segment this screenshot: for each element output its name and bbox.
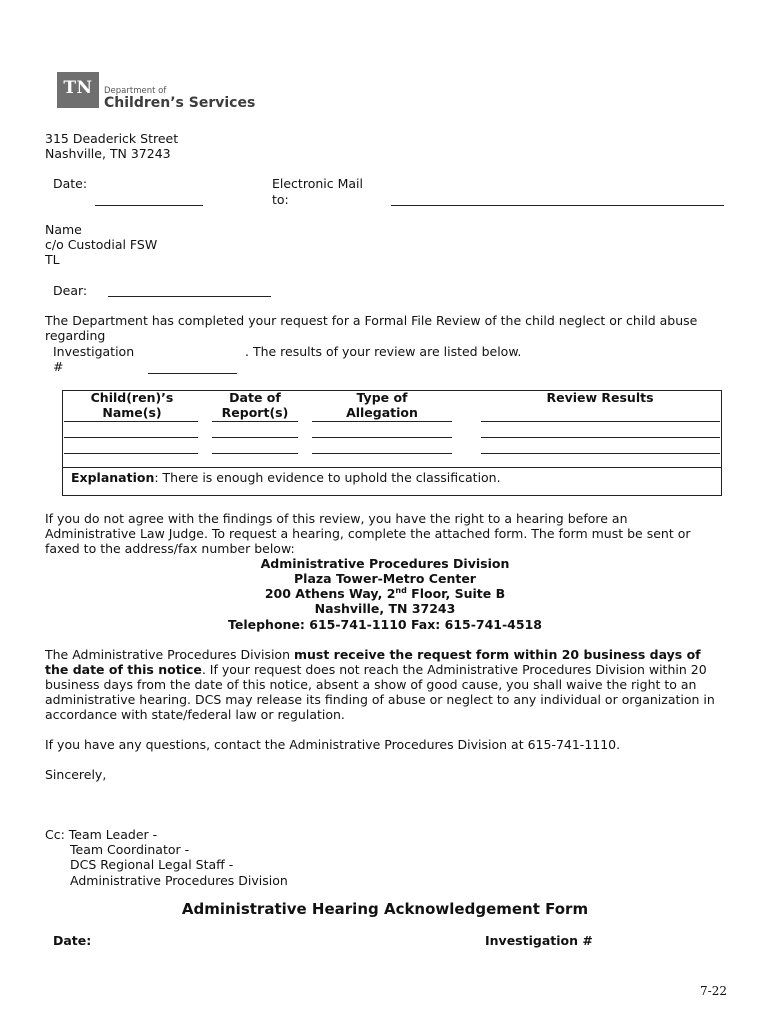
questions-text: If you have any questions, contact the Administrative Procedures Division at 615-741-1110. <box>45 737 621 752</box>
table-row-line[interactable] <box>312 453 452 454</box>
cc-line-3: DCS Regional Legal Staff - <box>70 857 234 872</box>
recipient-fsw: c/o Custodial FSW <box>45 237 158 252</box>
hearing-line-2: Administrative Law Judge. To request a hearing, complete the attached form. The form must be sent or <box>45 526 691 541</box>
explanation-divider <box>62 467 722 468</box>
page-code: 7-22 <box>700 984 727 998</box>
explanation-text: : There is enough evidence to uphold the classification. <box>154 470 501 485</box>
recipient-tl: TL <box>45 252 60 267</box>
apd-street: 200 Athens Way, 2nd Floor, Suite B <box>264 586 506 602</box>
col-header-date: Date of Report(s) <box>221 390 289 420</box>
table-row-line[interactable] <box>481 437 720 438</box>
results-text: . The results of your review are listed below. <box>245 344 522 359</box>
cc-line-4: Administrative Procedures Division <box>70 873 288 888</box>
deadline-line-4: administrative hearing. DCS may release its finding of abuse or neglect to any individual or organization in <box>45 692 715 707</box>
table-row-line[interactable] <box>212 453 298 454</box>
table-row-line[interactable] <box>64 453 198 454</box>
deadline-line-1: The Administrative Procedures Division must receive the request form within 20 business days of <box>45 647 701 662</box>
table-row-line[interactable] <box>64 437 198 438</box>
table-row-line <box>64 421 198 422</box>
cc-line-1: Cc: Team Leader - <box>45 827 158 842</box>
logo-name-text: Children’s Services <box>104 95 256 111</box>
explanation-row <box>71 470 501 485</box>
recipient-name: Name <box>45 222 82 237</box>
dcs-logo-mark: TN <box>57 72 99 108</box>
table-row-line[interactable] <box>312 437 452 438</box>
investigation-hash: # <box>53 359 64 374</box>
date-label: Date: <box>53 176 88 191</box>
col-header-allegation: Type of Allegation <box>346 390 418 420</box>
table-row-line <box>312 421 452 422</box>
email-label-1: Electronic Mail <box>272 176 363 191</box>
investigation-field-line[interactable] <box>148 373 237 374</box>
deadline-line-2: the date of this notice. If your request does not reach the Administrative Procedures Division within 20 <box>45 662 707 677</box>
form-investigation-label: Investigation # <box>485 933 593 948</box>
deadline-line-5: accordance with state/federal law or regulation. <box>45 707 345 722</box>
dear-label: Dear: <box>53 283 88 298</box>
form-title: Administrative Hearing Acknowledgement Form <box>181 900 589 918</box>
dear-field-line[interactable] <box>108 296 271 297</box>
cc-line-2: Team Coordinator - <box>70 842 190 857</box>
email-field-line[interactable] <box>391 205 724 206</box>
col-header-children: Child(ren)’s Name(s) <box>90 390 174 420</box>
apd-name: Administrative Procedures Division <box>260 556 510 571</box>
apd-phone-fax: Telephone: 615-741-1110 Fax: 615-741-4518 <box>228 617 542 632</box>
sincerely-text: Sincerely, <box>45 767 107 782</box>
form-date-label: Date: <box>53 933 92 948</box>
col-header-results: Review Results <box>546 390 654 405</box>
address-line-2: Nashville, TN 37243 <box>45 146 171 161</box>
apd-building: Plaza Tower-Metro Center <box>294 571 476 586</box>
explanation-label: Explanation <box>71 470 155 485</box>
logo-department-text: Department of <box>104 86 167 96</box>
apd-city: Nashville, TN 37243 <box>314 601 456 616</box>
investigation-label: Investigation <box>53 344 135 359</box>
email-label-2: to: <box>272 192 289 207</box>
table-row-line <box>212 421 298 422</box>
address-line-1: 315 Deaderick Street <box>45 131 179 146</box>
hearing-line-1: If you do not agree with the findings of this review, you have the right to a hearing before an <box>45 511 628 526</box>
deadline-line-3: business days from the date of this notice, absent a show of good cause, you shall waive the right to an <box>45 677 697 692</box>
date-field-line[interactable] <box>95 205 203 206</box>
table-row-line[interactable] <box>481 453 720 454</box>
intro-line-1: The Department has completed your request for a Formal File Review of the child neglect or child abuse <box>45 313 698 328</box>
table-row-line[interactable] <box>212 437 298 438</box>
intro-line-2: regarding <box>45 328 106 343</box>
hearing-line-3: faxed to the address/fax number below: <box>45 541 295 556</box>
table-row-line <box>481 421 720 422</box>
